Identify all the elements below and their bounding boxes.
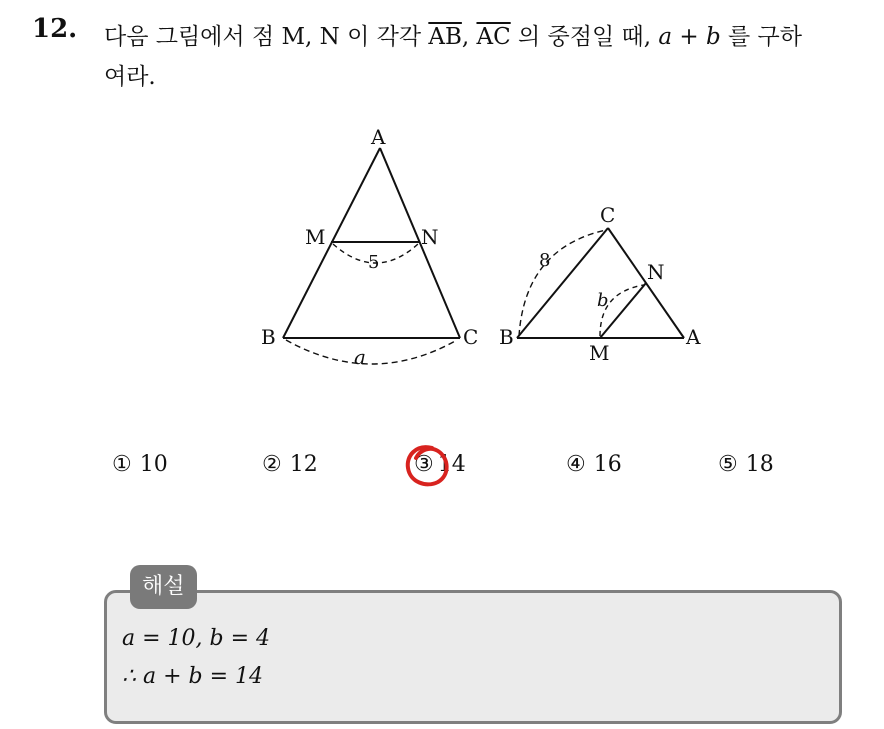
- solution-box: [104, 590, 842, 724]
- question-text-line2: 여라.: [104, 64, 156, 90]
- label-left-n: N: [421, 225, 439, 249]
- question-text-c: 를 구하: [720, 24, 802, 50]
- choice-2-mark: ②: [262, 452, 282, 477]
- label-left-a: A: [371, 125, 386, 149]
- question-expression: a + b: [658, 24, 721, 50]
- label-left-b: B: [261, 325, 276, 349]
- choice-2[interactable]: [262, 452, 318, 477]
- label-left-mn-length: 5: [368, 252, 380, 273]
- question-number: 12.: [32, 14, 78, 44]
- choice-1[interactable]: [112, 452, 168, 477]
- solution-line-2: [122, 664, 263, 689]
- question-text-b: 의 중점일 때,: [510, 24, 659, 50]
- solution-line-2-text: ∴ a + b = 14: [122, 664, 264, 689]
- question-text-a: 다음 그림에서 점 M, N 이 각각: [104, 24, 429, 50]
- choice-4[interactable]: [566, 452, 622, 477]
- choice-3-mark: ③: [414, 452, 434, 477]
- solution-line-1: [122, 626, 270, 651]
- choice-4-value: 16: [593, 452, 622, 477]
- solution-tag: 해설: [130, 565, 197, 609]
- solution-line-1-text: a = 10, b = 4: [122, 626, 271, 651]
- choice-5-value: 18: [745, 452, 774, 477]
- choice-3-value: 14: [437, 452, 466, 477]
- choice-2-value: 12: [289, 452, 318, 477]
- label-right-mn-length: b: [597, 290, 609, 311]
- question-comma: ,: [461, 24, 477, 50]
- choice-1-value: 10: [139, 452, 168, 477]
- choice-4-mark: ④: [566, 452, 586, 477]
- choice-5[interactable]: [718, 452, 774, 477]
- choice-5-mark: ⑤: [718, 452, 738, 477]
- answer-circle-mark: [402, 442, 454, 490]
- label-left-c: C: [463, 325, 479, 349]
- segment-ab: $\overline{AB}$: [428, 24, 462, 50]
- label-right-a: A: [686, 325, 701, 349]
- choice-1-mark: ①: [112, 452, 132, 477]
- left-bc-dashed-arc: [286, 340, 457, 364]
- label-left-bc-length: a: [354, 345, 366, 369]
- label-right-n: N: [647, 260, 665, 284]
- label-right-b: B: [499, 325, 514, 349]
- label-right-c: C: [600, 203, 616, 227]
- label-left-m: M: [305, 225, 326, 249]
- right-side-bc: [517, 228, 608, 338]
- segment-ac: $\overline{AC}$: [476, 24, 511, 50]
- label-right-bc-length: 8: [539, 250, 551, 271]
- label-right-m: M: [589, 341, 610, 365]
